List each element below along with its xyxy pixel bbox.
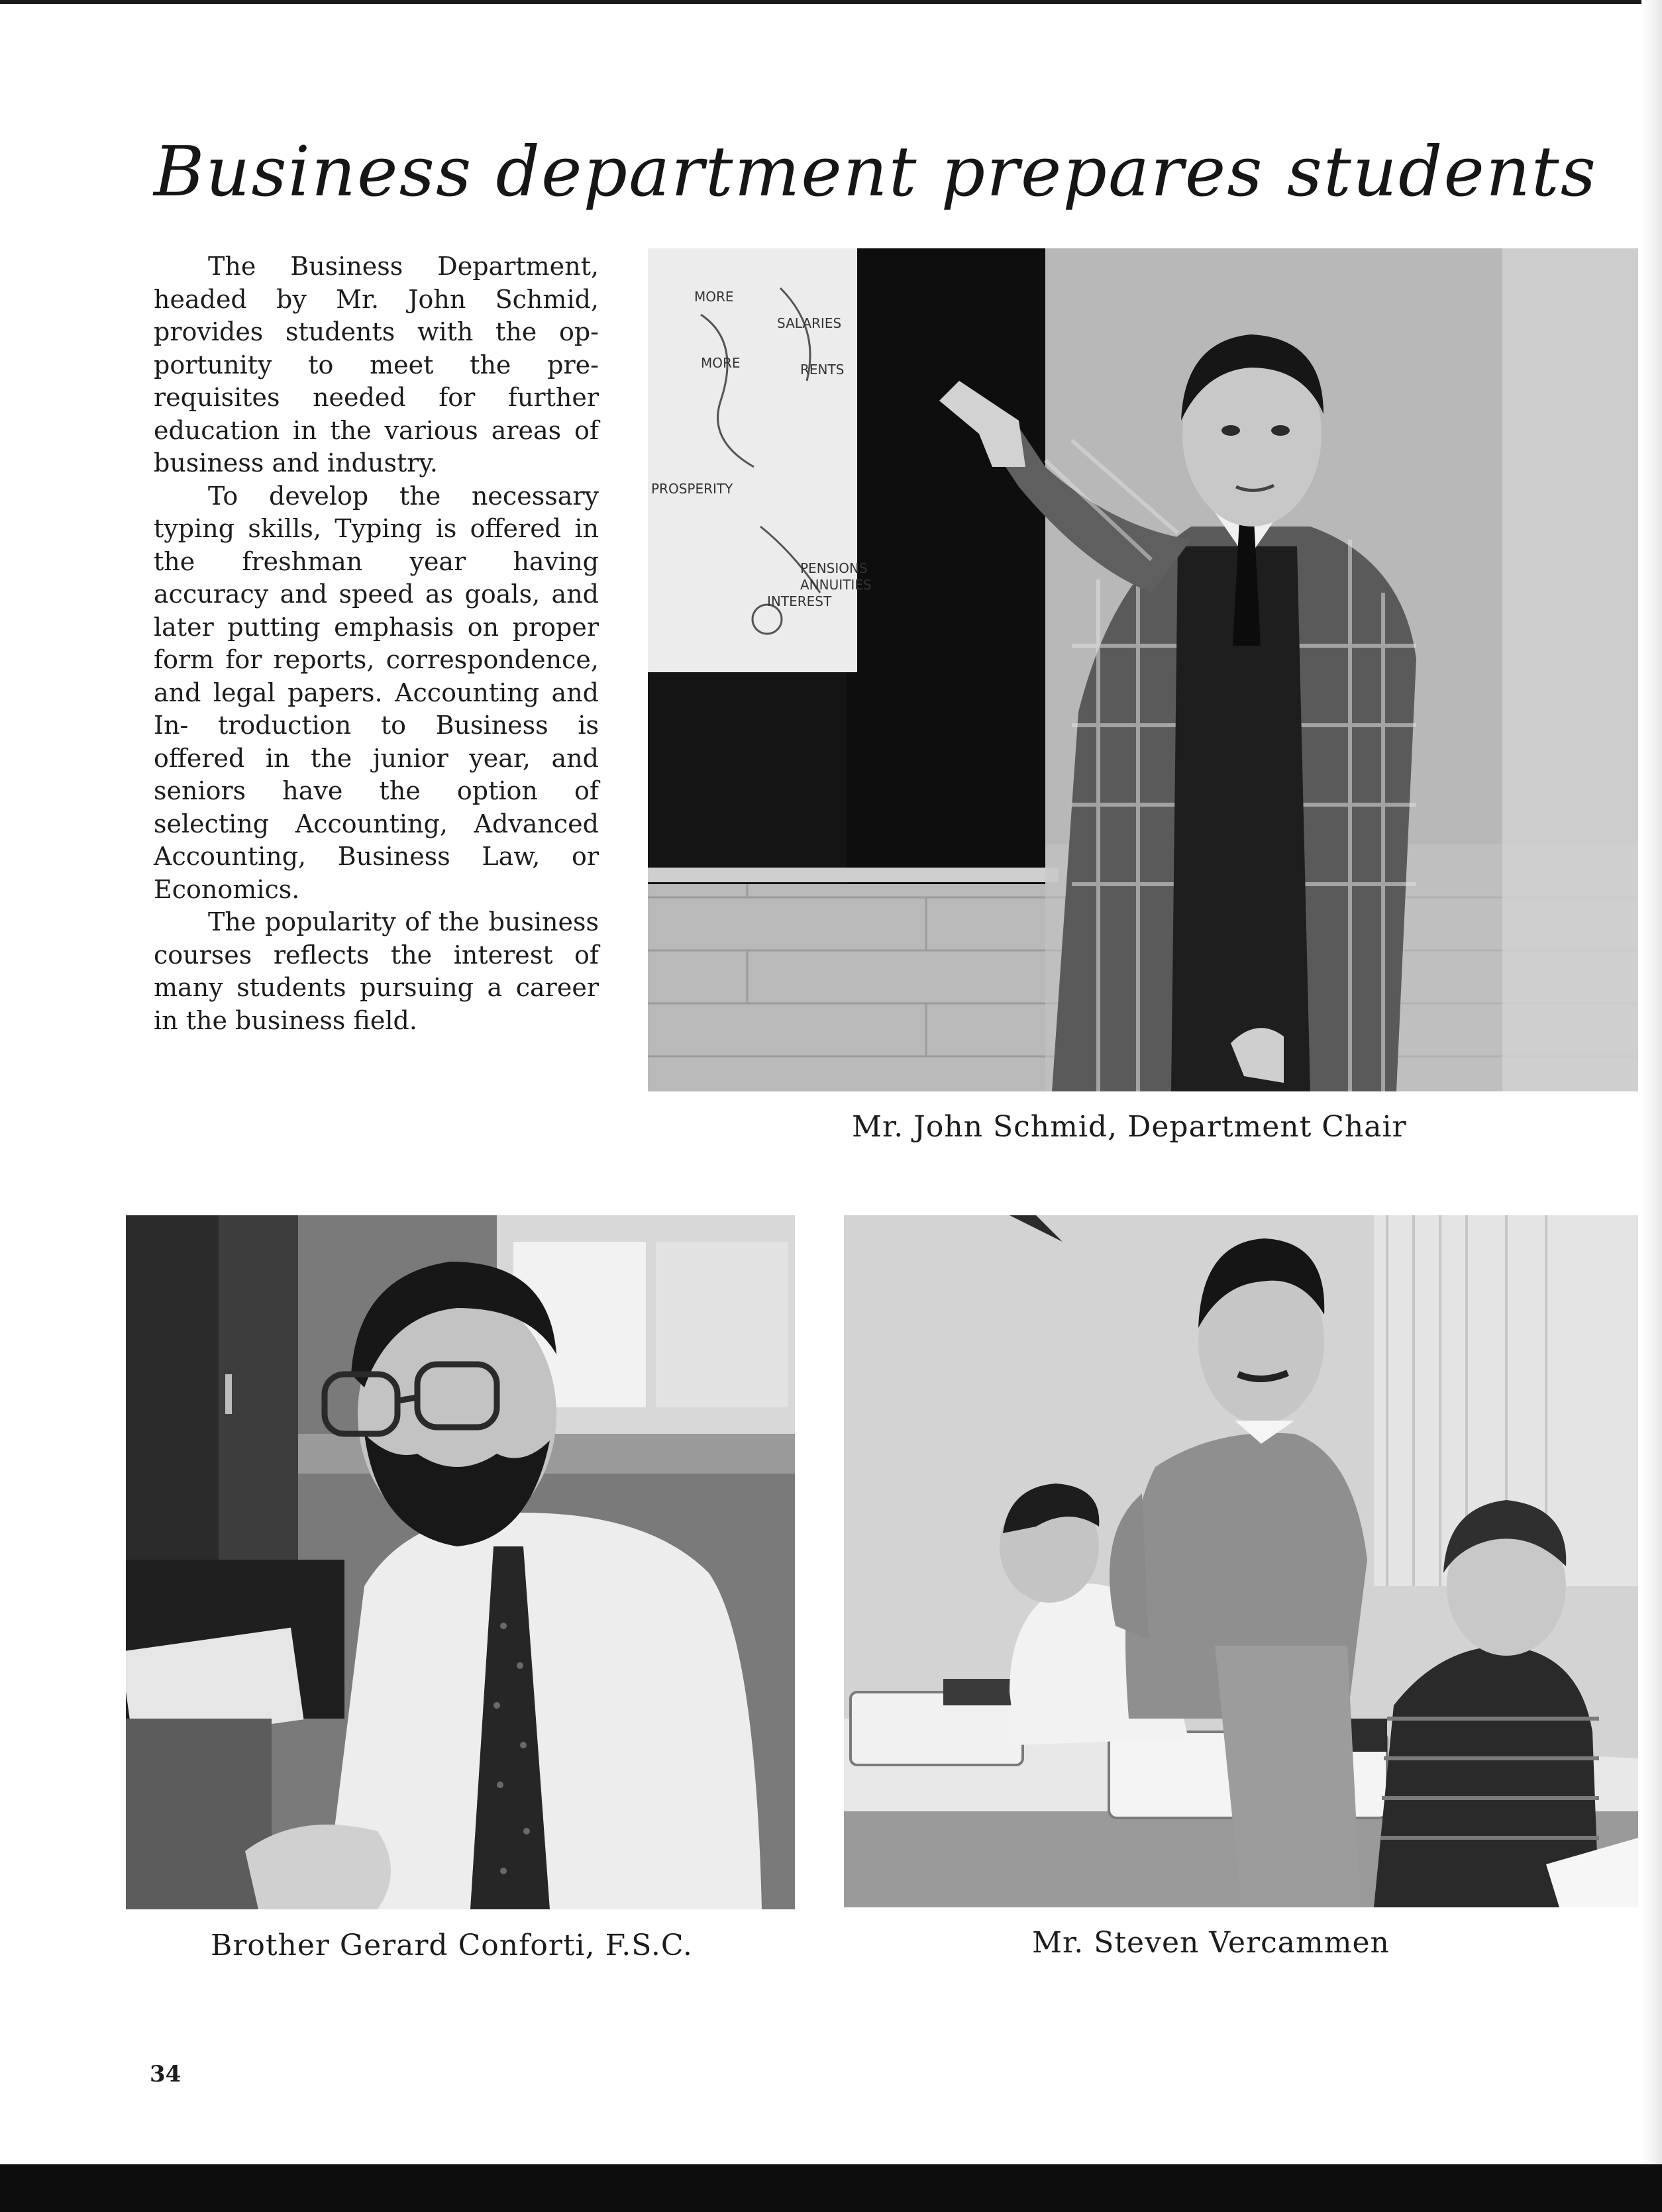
photo-steven-vercammen [844, 1215, 1638, 1907]
article-body [154, 250, 599, 1037]
poster-label: PROSPERITY [651, 481, 733, 497]
photo-john-schmid [648, 248, 1638, 1091]
poster-label: ANNUITIES [800, 577, 872, 593]
photo-caption-schmid: Mr. John Schmid, Department Chair [852, 1110, 1407, 1144]
photo-caption-vercammen: Mr. Steven Vercammen [1032, 1926, 1390, 1960]
page-right-edge [1641, 0, 1662, 2164]
photo-caption-conforti: Brother Gerard Conforti, F.S.C. [211, 1929, 693, 1962]
photo-gerard-conforti-illustration [126, 1215, 795, 1909]
page-title: Business department prepares students [154, 131, 1598, 212]
article-paragraph: The popularity of the business courses reflects the interest of many students pursuing a career in the business field. [154, 907, 599, 1035]
poster-label: MORE [701, 355, 741, 371]
photo-gerard-conforti [126, 1215, 795, 1909]
page-number: 34 [150, 2061, 182, 2087]
page-bottom-edge [0, 2164, 1662, 2212]
article-paragraph: To develop the necessary typing skills, Typing is offered in the freshman year having accuracy and speed as goals, and later putting emphasis on proper form for reports, correspondence, and legal papers. Accounting and In- troduction to Business is offered in the junior year, and seniors have the option of selecting Accounting, Advanced Accounting, Business Law, or Economics. [154, 481, 599, 904]
photo-steven-vercammen-illustration [844, 1215, 1638, 1907]
poster-label: SALARIES [777, 315, 842, 331]
poster-label: INTEREST [767, 593, 832, 609]
poster-label: RENTS [800, 362, 845, 377]
poster-label: PENSIONS [800, 560, 868, 576]
poster-label: MORE [694, 289, 734, 305]
page-top-edge [0, 0, 1662, 4]
article-paragraph: The Business Department, headed by Mr. John Schmid, provides students with the op- portunity to meet the pre-requisites needed for further education in the various areas of business and industry. [154, 252, 599, 478]
photo-john-schmid-illustration [648, 248, 1638, 1091]
